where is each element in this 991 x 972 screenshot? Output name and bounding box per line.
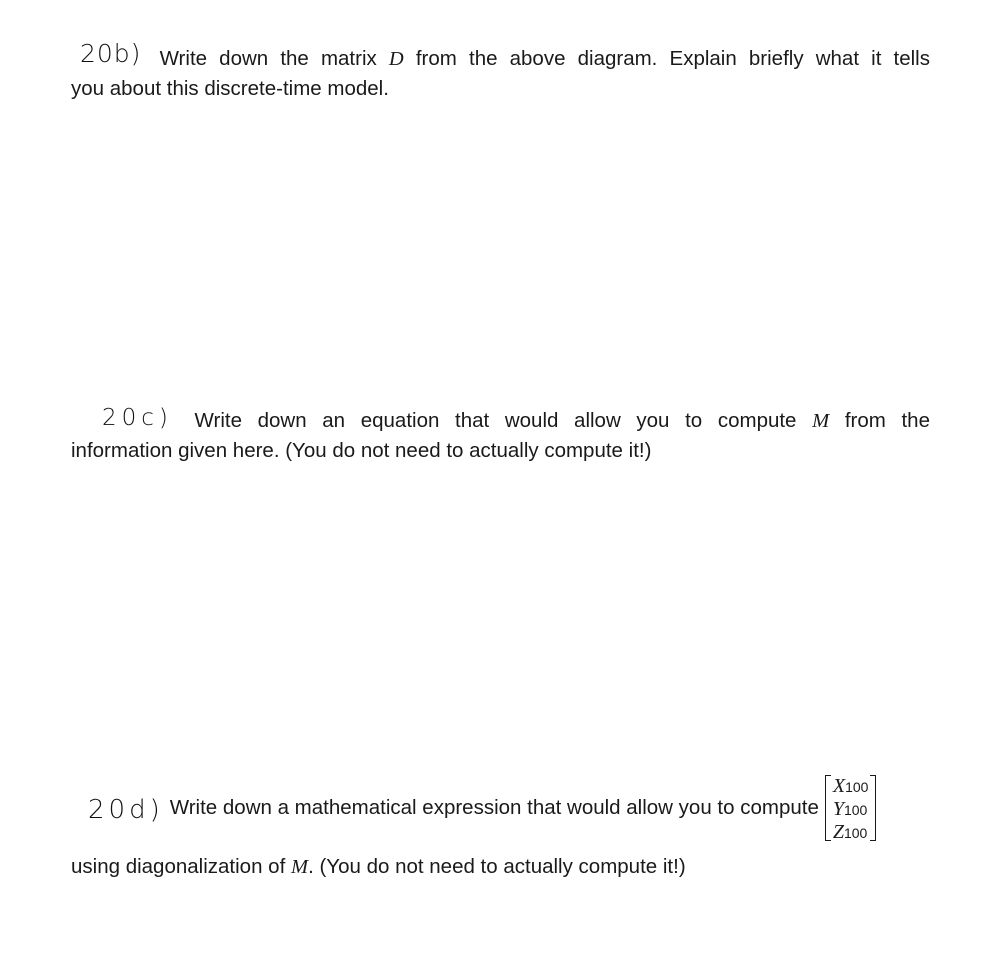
- question-20d-number: 20d): [88, 795, 164, 825]
- question-20c-number: 20c): [102, 405, 173, 431]
- question-20c-line1: [71, 405, 930, 436]
- vector-entries: [831, 775, 871, 841]
- question-20b-text-after: from the above diagram. Explain briefly what it tells: [415, 47, 930, 70]
- matrix-d-variable: D: [388, 48, 404, 70]
- question-20d-line2: [71, 852, 930, 882]
- question-20d-line1: [71, 772, 930, 844]
- vector-entry-y: Y100: [832, 798, 868, 820]
- question-20c-text-before: Write down an equation that would allow you to compute: [194, 409, 797, 432]
- question-20d-text: Write down a mathematical expression that would allow you to compute: [169, 796, 819, 819]
- question-20b: [71, 39, 930, 104]
- xyz-100-column-vector: [825, 775, 877, 841]
- right-bracket: [870, 775, 876, 841]
- question-20b-text-before: Write down the matrix: [159, 47, 377, 70]
- question-20d-text-after: . (You do not need to actually compute it!): [308, 855, 686, 878]
- question-20b-number: 20b): [80, 39, 142, 68]
- vector-entry-z: Z100: [832, 821, 868, 843]
- vector-entry-x: X100: [832, 775, 869, 797]
- question-20d-text-before: using diagonalization of: [71, 855, 286, 878]
- question-20b-line1: [71, 39, 930, 74]
- question-20c: [71, 405, 930, 466]
- matrix-m-variable: M: [812, 410, 830, 432]
- question-20c-line2: information given here. (You do not need to actually compute it!): [71, 439, 652, 462]
- matrix-m-variable: M: [290, 856, 309, 878]
- question-20c-text-after: from the: [844, 409, 930, 432]
- question-20b-line2: you about this discrete-time model.: [71, 77, 389, 100]
- question-20d: [71, 772, 930, 882]
